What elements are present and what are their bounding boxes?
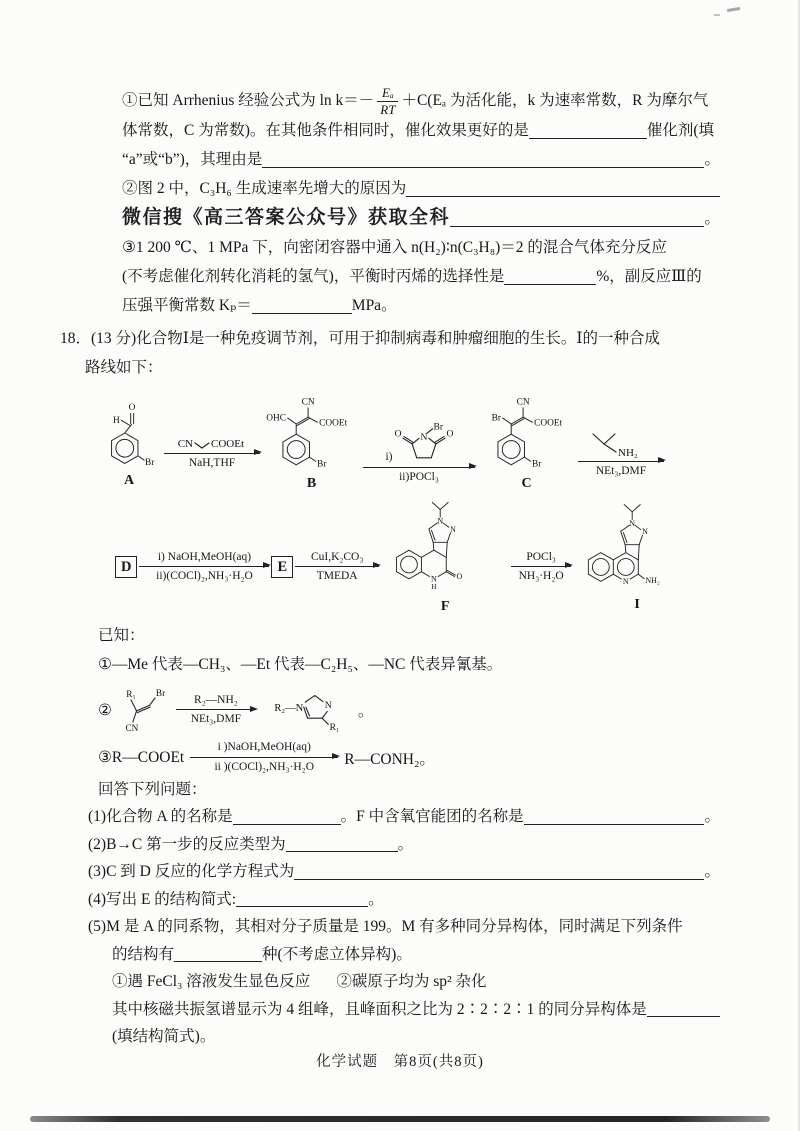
arrhenius-fraction	[377, 86, 398, 116]
group-COOEt: COOEt	[534, 418, 563, 429]
q17-sub1-line3	[122, 145, 720, 174]
q18-sub4	[88, 886, 720, 914]
question-17-section	[60, 86, 720, 320]
known-2-reagent-above: R₂—NH₂	[194, 694, 238, 707]
reaction-arrow-1	[164, 435, 260, 470]
isobutylamine-drawing	[583, 427, 659, 459]
group-NH2: NH₂	[618, 446, 638, 459]
page-content	[60, 86, 720, 1051]
q18-sub5-line2	[112, 941, 720, 969]
q17-sub1-text-c: 体常数，C 为常数)。在其他条件相同时，催化效果更好的是	[122, 122, 529, 140]
q17-sub3-text-a: ③1 200 ℃、1 MPa 下，向密闭容器中通入 n(H₂)∶n(C₃H₈)＝2 的混合气体充分反应	[122, 239, 667, 257]
answer-blank	[529, 136, 647, 139]
answer-blank	[294, 877, 704, 880]
q18-intro-text-a: 18．(13 分)化合物Ⅰ是一种免疫调节剂，可用于抑制病毒和肿瘤细胞的生长。Ⅰ的一种合成	[60, 330, 660, 348]
reaction-arrow-3	[578, 427, 664, 478]
arrow-shaft	[190, 757, 338, 758]
group-R1: R₁	[329, 722, 340, 734]
arrow-shaft	[295, 566, 379, 567]
reagent-above-1	[169, 435, 255, 451]
compound-I	[573, 498, 701, 613]
group-COOEt: COOEt	[211, 437, 244, 450]
answer-blank	[252, 311, 352, 314]
question-18-subquestions	[60, 776, 720, 1051]
reagent-above-5: CuI,K₂CO₃	[310, 550, 364, 563]
q17-sub3-text-d: 压强平衡常数 Kₚ＝	[122, 297, 252, 315]
atom-N: N	[642, 527, 649, 537]
reaction-arrow-4	[139, 551, 269, 583]
q17-sub3-text-c: %，副反应Ⅲ的	[596, 268, 702, 286]
watermark-text: 微信搜《高三答案公众号》获取全科	[122, 207, 451, 229]
q17-sub3-line1	[122, 233, 720, 262]
reagent-above-2	[385, 421, 452, 465]
q18-sub5-line4	[112, 1023, 720, 1051]
answer-blank	[450, 224, 704, 227]
answer-blank	[233, 822, 341, 825]
known-3-right: R—CONH₂。	[344, 750, 435, 768]
q18-sub5-line1	[88, 913, 720, 941]
group-COOEt: COOEt	[319, 418, 348, 429]
atom-N: N	[431, 574, 437, 584]
q18-intro-line2	[85, 353, 720, 382]
known-2-number: ②	[98, 701, 112, 719]
answer-blank	[174, 959, 262, 962]
q17-sub3-text-e: MPa。	[351, 297, 397, 315]
fraction-denominator: RT	[377, 101, 398, 117]
atom-N: N	[629, 519, 636, 529]
q18-sub3-period: 。	[704, 863, 720, 881]
group-CN: CN	[125, 723, 139, 734]
atom-Br: Br	[532, 459, 542, 470]
question-18-section	[60, 324, 720, 1050]
reagent-below-6: NH₃·H₂O	[518, 569, 564, 582]
reaction-arrow-5	[295, 551, 379, 583]
reagent-above-4: i) NaOH,MeOH(aq)	[157, 550, 252, 563]
q17-sub1-line2	[122, 116, 720, 145]
answer-blank	[406, 194, 720, 197]
compound-I-label: I	[634, 597, 640, 613]
known-2-arrow	[176, 694, 256, 726]
imidazole-product-drawing	[262, 683, 358, 737]
known-3-reagent-above: i )NaOH,MeOH(aq)	[217, 741, 311, 754]
reagent-below-1: NaH,THF	[188, 456, 236, 469]
q17-sub1-text-e: “a”或“b”)，其理由是	[122, 151, 263, 169]
page-footer	[0, 1050, 800, 1071]
q17-sub3-line3	[122, 291, 720, 320]
known-3-arrow	[190, 741, 338, 773]
bond-lines	[283, 408, 318, 465]
atom-Br: Br	[491, 413, 501, 424]
compound-C-label: C	[521, 476, 532, 492]
q17-sub2-text: ②图 2 中，C₃H₆ 生成速率先增大的原因为	[122, 180, 407, 198]
compound-D-box: D	[115, 556, 137, 578]
group-CN: CN	[516, 397, 530, 408]
N-bromosuccinimide-drawing	[395, 421, 453, 465]
atom-O: O	[445, 427, 453, 439]
known-2-period: 。	[357, 703, 374, 721]
q18-sub3-text: (3)C 到 D 反应的化学方程式为	[88, 863, 295, 881]
cyanoacetate-reagent-drawing	[169, 435, 255, 451]
reagent-below-3: NEt₃,DMF	[595, 464, 647, 477]
structure-C-drawing	[477, 390, 576, 475]
bond-lines	[397, 503, 456, 580]
atom-H: H	[431, 583, 437, 592]
known-item-1	[98, 650, 720, 679]
step-i-label: i)	[385, 451, 393, 464]
compound-B-label: B	[306, 476, 317, 492]
arrow-shaft	[176, 709, 256, 710]
compound-A-label: A	[123, 472, 135, 488]
group-CN: CN	[177, 437, 193, 450]
q18-sub2-period: 。	[397, 835, 414, 853]
q18-sub5-text-c: 种(不考虑立体异构)。	[262, 945, 412, 963]
bond-lines	[195, 443, 209, 448]
atom-O: O	[456, 572, 463, 582]
q18-intro-line1	[60, 324, 720, 353]
aromatic-circle	[593, 559, 610, 576]
q18-sub5-text-e: (填结构简式)。	[112, 1028, 216, 1046]
group-R1: R₁	[126, 689, 136, 700]
aromatic-circle	[287, 441, 305, 459]
synthesis-route-row-1	[96, 390, 720, 492]
compound-F-label: F	[440, 599, 450, 615]
atom-Br: Br	[155, 688, 166, 699]
reaction-arrow-2	[363, 421, 475, 484]
atom-Br: Br	[433, 421, 443, 433]
known-title: 已知：	[98, 627, 145, 645]
q18-sub5-text-a: (5)M 是 A 的同系物，其相对分子质量是 199。M 有多种同分异构体，同时满足下列条件	[88, 918, 683, 936]
scan-artifact-bottom	[30, 1116, 770, 1122]
synthesis-route-row-2	[115, 496, 720, 615]
atom-N: N	[623, 577, 629, 587]
compound-C	[477, 390, 576, 492]
atom-N: N	[450, 525, 456, 535]
reagent-below-4: ii)(COCl)₂,NH₃·H₂O	[156, 569, 253, 582]
q17-sub1-text-a: ①已知 Arrhenius 经验公式为 ln k＝－	[122, 92, 375, 109]
q17-sub3-text-b: (不考虑催化剂转化消耗的氢气)，平衡时丙烯的选择性是	[122, 268, 505, 286]
q18-sub5-condition-2: ②碳原子均为 sp² 杂化	[336, 973, 487, 991]
known-title-line	[98, 621, 720, 650]
q18-sub2	[88, 831, 720, 859]
known-3-left: ③R—COOEt	[98, 749, 185, 766]
arrow-shaft	[139, 566, 269, 567]
compound-A	[96, 394, 162, 489]
q18-sub5-condition-1: ①遇 FeCl₃ 溶液发生显色反应	[112, 973, 311, 991]
q17-sub3-line2	[122, 262, 720, 291]
q17-sub1-period: 。	[704, 151, 720, 169]
reagent-below-2: ii)POCl₃	[399, 470, 439, 483]
atom-H: H	[112, 415, 120, 426]
structure-F-drawing	[381, 496, 509, 598]
q18-intro-text-b: 路线如下：	[85, 359, 163, 377]
atom-O: O	[394, 427, 402, 439]
arrow-shaft	[511, 566, 571, 567]
bond-lines	[131, 698, 155, 722]
footer-text: 化学试题 第8页(共8页)	[316, 1054, 484, 1070]
reagent-above-6: POCl₃	[526, 550, 556, 563]
known-item-3	[98, 741, 720, 773]
bond-lines	[589, 505, 645, 582]
atom-Br: Br	[317, 459, 327, 470]
q18-sub1-text-b: 。F 中含氧官能团的名称是	[340, 808, 524, 826]
q18-sub2-text: (2)B→C 第一步的反应类型为	[88, 835, 286, 853]
answer-title-line	[98, 776, 720, 804]
scan-artifact-mark	[727, 7, 740, 12]
compound-B	[262, 390, 361, 492]
structure-A-drawing	[96, 394, 162, 472]
answer-blank	[262, 165, 704, 168]
q17-sub2-line1	[122, 174, 720, 203]
reagent-above-3	[583, 427, 659, 459]
compound-F	[381, 496, 509, 615]
reagent-below-5: TMEDA	[316, 569, 358, 582]
structure-I-drawing	[573, 498, 701, 596]
q18-sub4-period: 。	[368, 890, 384, 908]
compound-E-box: E	[271, 556, 293, 578]
q17-sub2-period: 。	[704, 210, 720, 228]
arrow-shaft	[164, 453, 260, 454]
answer-title: 回答下列问题：	[98, 780, 207, 798]
known-item-2	[98, 683, 720, 737]
q18-sub4-text: (4)写出 E 的结构简式:	[88, 890, 237, 908]
known-3-reagent-below: ii )(COCl)₂,NH₃·H₂O	[214, 760, 314, 773]
q18-sub5-text-b: 的结构有	[112, 945, 175, 963]
aromatic-circle	[618, 559, 635, 576]
known-1-text: ①—Me 代表—CH₃、—Et 代表—C₂H₅、—NC 代表异氰基。	[98, 656, 503, 674]
q17-sub2-line2	[122, 203, 720, 233]
arrow-shaft	[363, 467, 475, 468]
atom-N: N	[420, 431, 427, 443]
answer-blank	[236, 904, 368, 907]
group-CN: CN	[301, 397, 315, 408]
q18-sub5-text-d: 其中核磁共振氢谱显示为 4 组峰，且峰面积之比为 2∶2∶2∶1 的同分异构体是	[112, 1000, 647, 1018]
arrow-shaft	[578, 461, 664, 462]
atom-N: N	[324, 700, 332, 712]
answer-blank	[504, 282, 596, 285]
q18-sub1-period: 。	[704, 808, 720, 826]
atom-N: N	[437, 516, 444, 526]
bond-lines	[498, 408, 533, 465]
aromatic-circle	[502, 441, 520, 459]
q18-sub5-conditions	[112, 968, 720, 996]
scan-artifact-mark	[714, 14, 720, 16]
q18-sub1	[88, 803, 720, 831]
group-R2-N: R₂—N	[274, 703, 304, 715]
group-NH2: NH₂	[645, 576, 660, 586]
bond-lines	[593, 434, 616, 452]
aromatic-circle	[401, 556, 418, 573]
reaction-arrow-6	[511, 551, 571, 583]
q18-sub1-text-a: (1)化合物 A 的名称是	[88, 808, 233, 826]
structure-B-drawing	[262, 390, 361, 475]
q18-sub3	[88, 858, 720, 886]
known-2-reagent-below: NEt₃,DMF	[190, 713, 242, 726]
answer-blank	[647, 1014, 720, 1017]
fraction-numerator: Eₐ	[382, 85, 394, 100]
vinyl-bromide-drawing	[116, 686, 170, 734]
q17-sub1-line1	[122, 86, 720, 116]
answer-blank	[286, 849, 398, 852]
q17-sub1-text-b: ＋C(Eₐ 为活化能，k 为速率常数，R 为摩尔气	[401, 92, 709, 109]
group-OHC: OHC	[266, 413, 286, 424]
aromatic-circle	[116, 439, 134, 457]
atom-Br: Br	[145, 457, 155, 468]
q18-sub5-line3	[112, 996, 720, 1024]
atom-O: O	[128, 402, 136, 413]
answer-blank	[524, 822, 705, 825]
q17-sub1-text-d: 催化剂(填	[646, 122, 715, 140]
